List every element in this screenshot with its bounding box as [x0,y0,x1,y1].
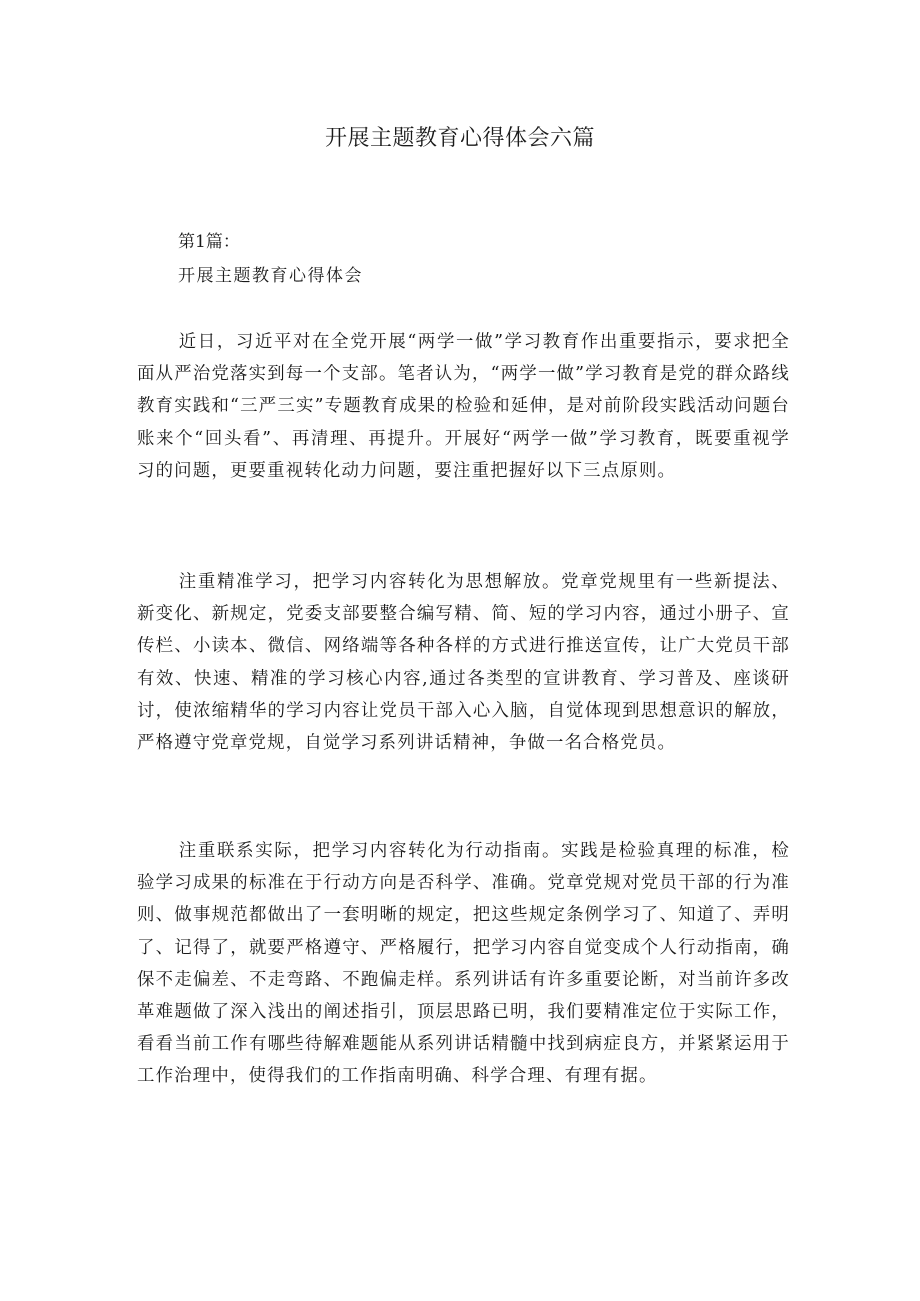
section-number-label: 第1篇： [178,232,240,252]
paragraph-precise-study: 注重精准学习，把学习内容转化为思想解放。党章党规里有一些新提法、新变化、新规定，党委支部要整合编写精、简、短的学习内容，通过小册子、宣传栏、小读本、微信、网络端等各种各样的方式进行推送宣传，让广大党员干部有效、快速、精准的学习核心内容,通过各类型的宣讲教育、学习普及、座谈研讨，使浓缩精华的学习内容让党员干部入心入脑，自觉体现到思想意识的解放，严格遵守党章党规，自觉学习系列讲话精神，争做一名合格党员。 [137,572,790,754]
paragraph-intro: 近日，习近平对在全党开展“两学一做”学习教育作出重要指示，要求把全面从严治党落实到每一个支部。笔者认为，“两学一做”学习教育是党的群众路线教育实践和“三严三实”专题教育成果的检验和延伸，是对前阶段实践活动问题台账来个“回头看”、再清理、再提升。开展好“两学一做”学习教育，既要重视学习的问题，更要重视转化动力问题，要注重把握好以下三点原则。 [137,332,790,481]
section-subtitle: 开展主题教育心得体会 [178,266,363,286]
document-title: 开展主题教育心得体会六篇 [324,126,595,151]
paragraph-practice: 注重联系实际，把学习内容转化为行动指南。实践是检验真理的标准，检验学习成果的标准在于行动方向是否科学、准确。党章党规对党员干部的行为准则、做事规范都做出了一套明晰的规定，把这些规定条例学习了、知道了、弄明了、记得了，就要严格遵守、严格履行，把学习内容自觉变成个人行动指南，确保不走偏差、不走弯路、不跑偏走样。系列讲话有许多重要论断，对当前许多改革难题做了深入浅出的阐述指引，顶层思路已明，我们要精准定位于实际工作，看看当前工作有哪些待解难题能从系列讲话精髓中找到病症良方，并紧紧运用于工作治理中，使得我们的工作指南明确、科学合理、有理有据。 [137,841,790,1087]
